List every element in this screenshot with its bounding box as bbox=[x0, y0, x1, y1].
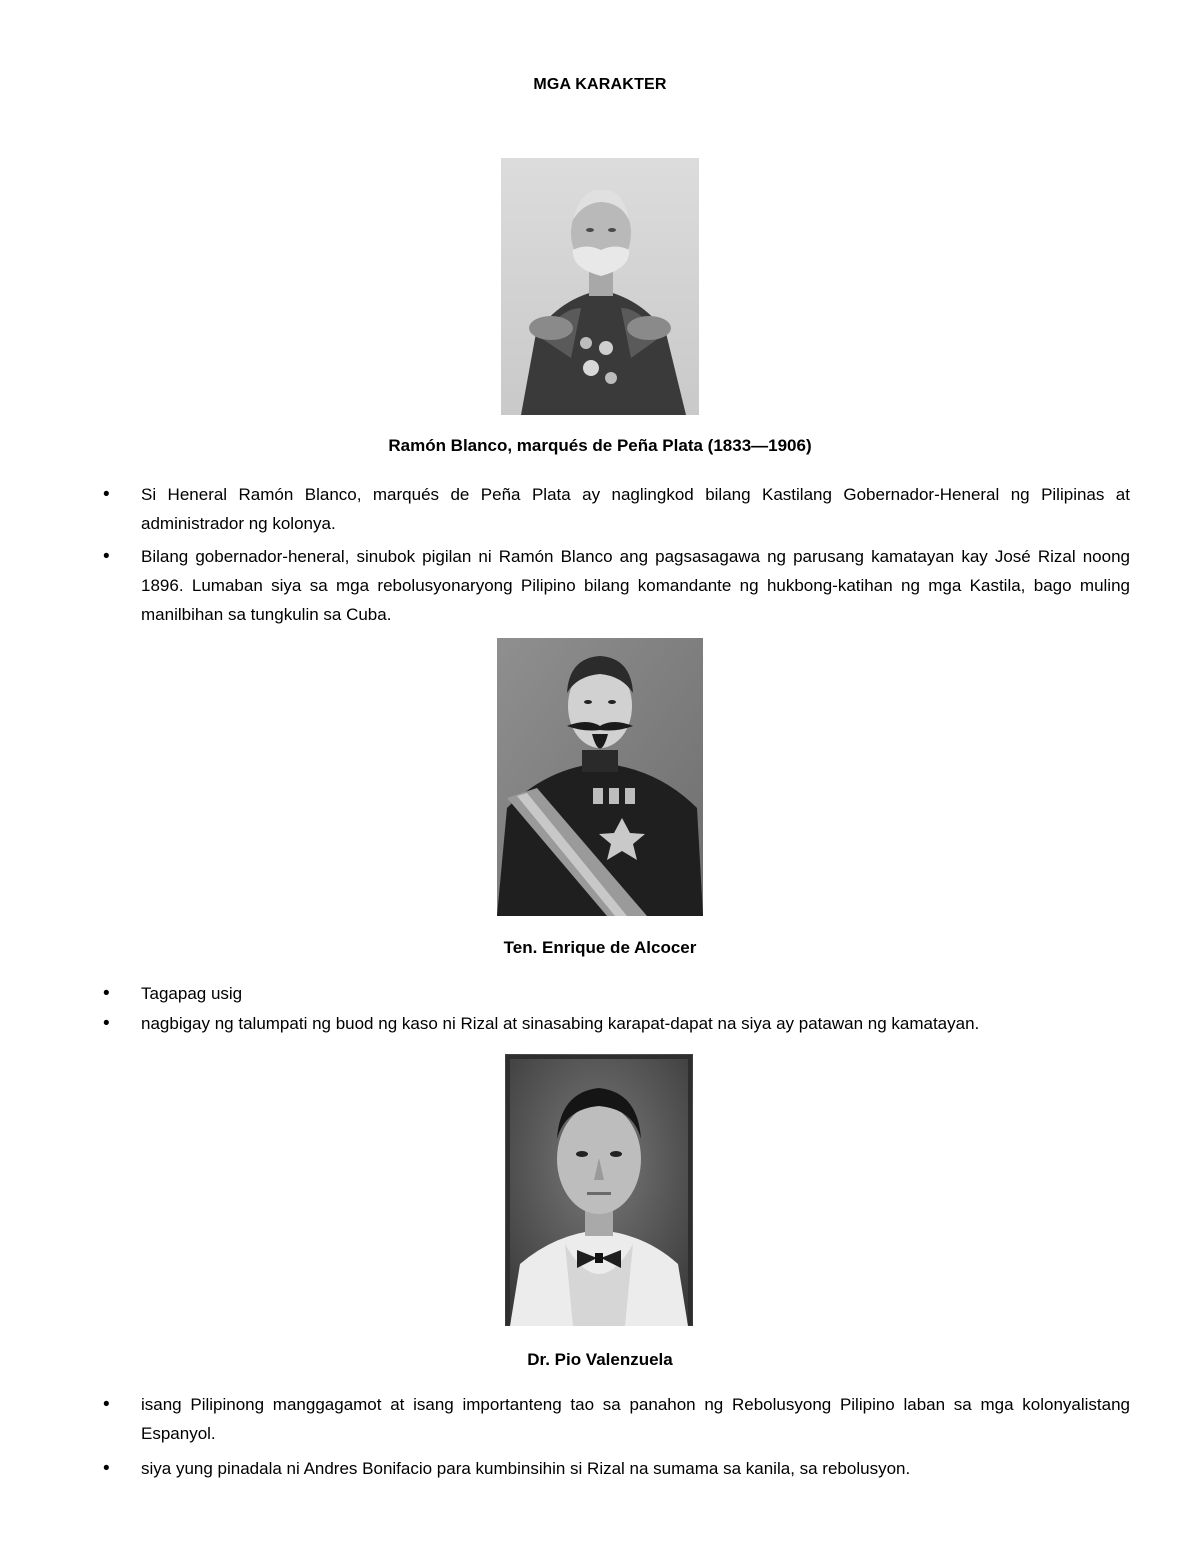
list-item: • isang Pilipinong manggagamot at isang importanteng tao sa panahon ng Rebolusyong Pilipino laban sa mga kolonyalistang Espanyol. bbox=[100, 1390, 1130, 1448]
list-item: • nagbigay ng talumpati ng buod ng kaso ni Rizal at sinasabing karapat-dapat na siya ay patawan ng kamatayan. bbox=[100, 1009, 1130, 1038]
list-item: • Si Heneral Ramón Blanco, marqués de Peña Plata ay naglingkod bilang Kastilang Gobernador-Heneral ng Pilipinas at administrador ng kolonya. bbox=[100, 480, 1130, 538]
bullet-list-enrique-de-alcocer bbox=[100, 979, 1130, 1038]
list-item: • Bilang gobernador-heneral, sinubok pigilan ni Ramón Blanco ang pagsasagawa ng parusang kamatayan kay José Rizal noong 1896. Lumaban siya sa mga rebolusyonaryong Pilipino bilang komandante ng hukbong-katihan ng mga Kastila, bago muling manilbihan sa tungkulin sa Cuba. bbox=[100, 542, 1130, 629]
list-item: • siya yung pinadala ni Andres Bonifacio para kumbinsihin si Rizal na sumama sa kanila, sa rebolusyon. bbox=[100, 1454, 1130, 1483]
caption-ramon-blanco: Ramón Blanco, marqués de Peña Plata (1833—1906) bbox=[388, 436, 812, 455]
bullet-list-ramon-blanco bbox=[100, 480, 1130, 629]
portrait-photo-man-bowtie-icon bbox=[505, 1054, 693, 1326]
document-title: MGA KARAKTER bbox=[533, 76, 667, 93]
portrait-photo-bearded-general-icon bbox=[501, 158, 699, 415]
portrait-photo-mustached-officer-icon bbox=[497, 638, 703, 916]
bullet-list-pio-valenzuela bbox=[100, 1390, 1130, 1483]
portrait-enrique-de-alcocer bbox=[497, 638, 703, 916]
caption-enrique-de-alcocer: Ten. Enrique de Alcocer bbox=[503, 938, 697, 957]
portrait-ramon-blanco bbox=[501, 158, 699, 415]
caption-pio-valenzuela: Dr. Pio Valenzuela bbox=[527, 1350, 673, 1369]
list-item: • Tagapag usig bbox=[100, 979, 1130, 1008]
portrait-pio-valenzuela bbox=[505, 1054, 693, 1326]
